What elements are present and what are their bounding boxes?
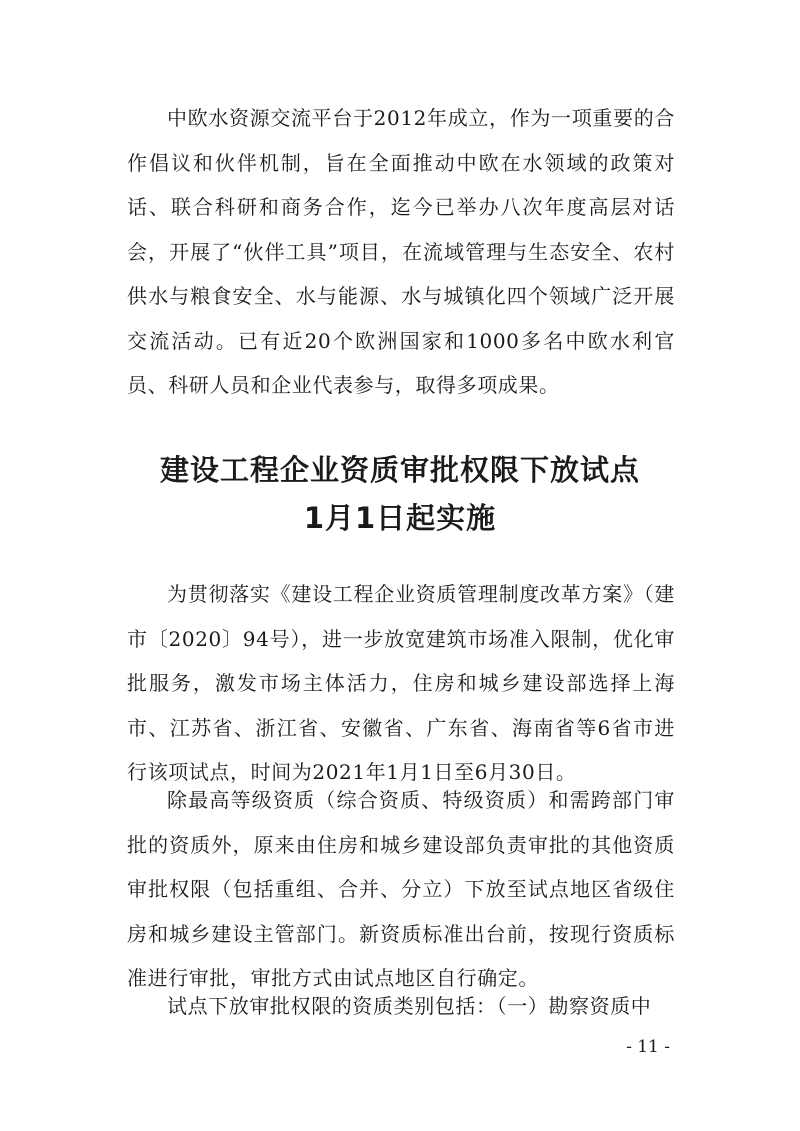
intro-paragraph: 中欧水资源交流平台于2012年成立，作为一项重要的合作倡议和伙伴机制，旨在全面推动中欧在水领域的政策对话、联合科研和商务合作，迄今已举办八次年度高层对话会，开展了“伙伴工具”项目，在流域管理与生态安全、农村供水与粮食安全、水与能源、水与城镇化四个领域广泛开展交流活动。已有近20个欧洲国家和1000多名中欧水利官员、科研人员和企业代表参与，取得多项成果。: [127, 106, 675, 397]
body-paragraph-2: 除最高等级资质（综合资质、特级资质）和需跨部门审批的资质外，原来由住房和城乡建设部负责审批的其他资质审批权限（包括重组、合并、分立）下放至试点地区省级住房和城乡建设主管部门。新资质标准出台前，按现行资质标准进行审批，审批方式由试点地区自行确定。: [127, 788, 675, 990]
body-paragraph-3: 试点下放审批权限的资质类别包括：（一）勘察资质中: [167, 994, 652, 1018]
page-number: - 11 -: [626, 1037, 670, 1057]
article-title-line-1: 建设工程企业资质审批权限下放试点: [159, 453, 640, 487]
body-paragraph-1: 为贯彻落实《建设工程企业资质管理制度改革方案》（建市〔2020〕94号），进一步放宽建筑市场准入限制，优化审批服务，激发市场主体活力，住房和城乡建设部选择上海市、江苏省、浙江省、安徽省、广东省、海南省等6省市进行该项试点，时间为2021年1月1日至6月30日。: [127, 582, 675, 784]
article-title-line-2: 1月1日起实施: [303, 501, 497, 535]
